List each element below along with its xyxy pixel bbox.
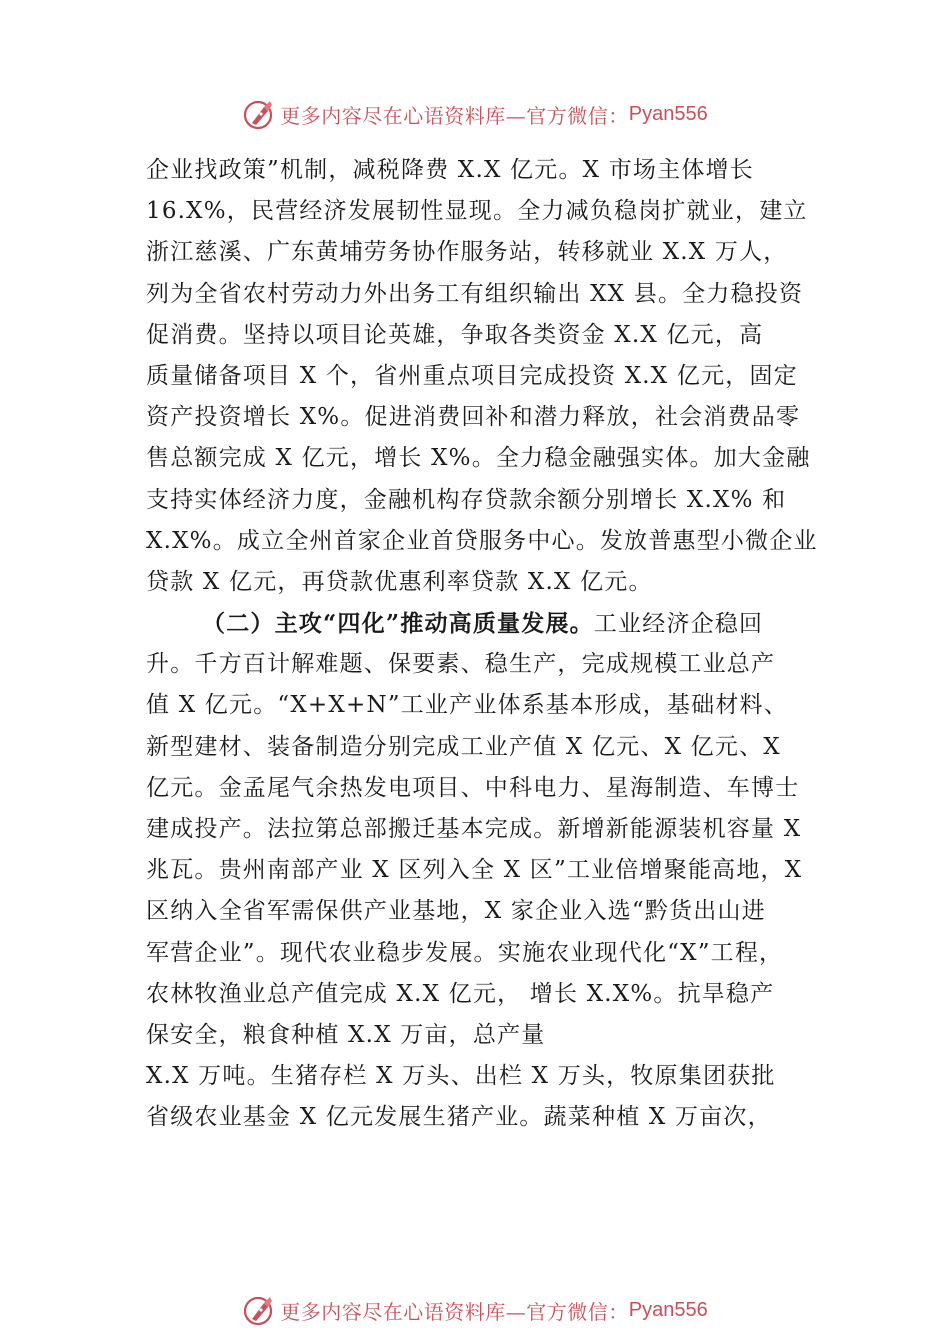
header-banner xyxy=(0,94,950,134)
text-line: 质量储备项目 X 个，省州重点项目完成投资 X.X 亿元，固定 xyxy=(146,362,798,389)
text-line: X.X%。成立全州首家企业首贷服务中心。发放普惠型小微企业 xyxy=(146,527,818,554)
text-line: 贷款 X 亿元，再贷款优惠利率贷款 X.X 亿元。 xyxy=(146,568,653,595)
text-line: 军营企业”。现代农业稳步发展。实施农业现代化“X”工程， xyxy=(146,939,784,966)
footer-banner-text: 更多内容尽在心语资料库—官方微信： xyxy=(280,1299,629,1324)
text-line: 促消费。坚持以项目论英雄，争取各类资金 X.X 亿元，高 xyxy=(146,321,764,348)
text-line: 农林牧渔业总产值完成 X.X 亿元， 增长 X.X%。抗旱稳产 xyxy=(146,980,775,1007)
text-line: 省级农业基金 X 亿元发展生猪产业。蔬菜种植 X 万亩次， xyxy=(146,1104,772,1131)
pen-nib-logo-icon xyxy=(242,97,276,131)
footer-wechat-id: Pyan556 xyxy=(628,1298,708,1321)
text-line: 区纳入全省军需保供产业基地，X 家企业入选“黔货出山进 xyxy=(146,898,766,925)
footer-banner xyxy=(0,1290,950,1330)
text-line: 亿元。金孟尾气余热发电项目、中科电力、星海制造、车博士 xyxy=(146,774,800,801)
text-line: 售总额完成 X 亿元，增长 X%。全力稳金融强实体。加大金融 xyxy=(146,445,811,472)
section-heading-line xyxy=(146,603,836,644)
text-line: 升。千方百计解难题、保要素、稳生产，完成规模工业总产 xyxy=(146,651,776,678)
pen-nib-logo-icon xyxy=(242,1293,276,1327)
document-body xyxy=(146,150,836,1139)
text-line: 保安全，粮食种植 X.X 万亩，总产量 xyxy=(146,1021,546,1048)
text-line: 浙江慈溪、广东黄埔劳务协作服务站，转移就业 X.X 万人， xyxy=(146,239,788,266)
section-heading: （二）主攻“四化”推动高质量发展。 xyxy=(202,610,594,638)
text-line: 支持实体经济力度，金融机构存贷款余额分别增长 X.X% 和 xyxy=(146,486,787,513)
header-wechat-id: Pyan556 xyxy=(628,102,708,125)
text-line: 资产投资增长 X%。促进消费回补和潜力释放，社会消费品零 xyxy=(146,404,801,431)
text-line: 新型建材、装备制造分别完成工业产值 X 亿元、X 亿元、X xyxy=(146,733,781,760)
section-heading-rest: 工业经济企稳回 xyxy=(593,611,764,638)
text-line: 建成投产。法拉第总部搬迁基本完成。新增新能源装机容量 X xyxy=(146,816,802,842)
text-line: 兆瓦。贵州南部产业 X 区列入全 X 区”工业倍增聚能高地，X xyxy=(146,857,803,884)
text-line: X.X 万吨。生猪存栏 X 万头、出栏 X 万头，牧原集团获批 xyxy=(146,1063,776,1090)
text-line: 企业找政策”机制，减税降费 X.X 亿元。X 市场主体增长 xyxy=(146,157,754,183)
text-line: 16.X%，民营经济发展韧性显现。全力减负稳岗扩就业，建立 xyxy=(146,198,808,225)
text-line: 值 X 亿元。“X+X+N”工业产业体系基本形成，基础材料、 xyxy=(146,692,788,719)
header-banner-text: 更多内容尽在心语资料库—官方微信： xyxy=(280,103,629,128)
text-line: 列为全省农村劳动力外出务工有组织输出 XX 县。全力稳投资 xyxy=(146,280,804,307)
